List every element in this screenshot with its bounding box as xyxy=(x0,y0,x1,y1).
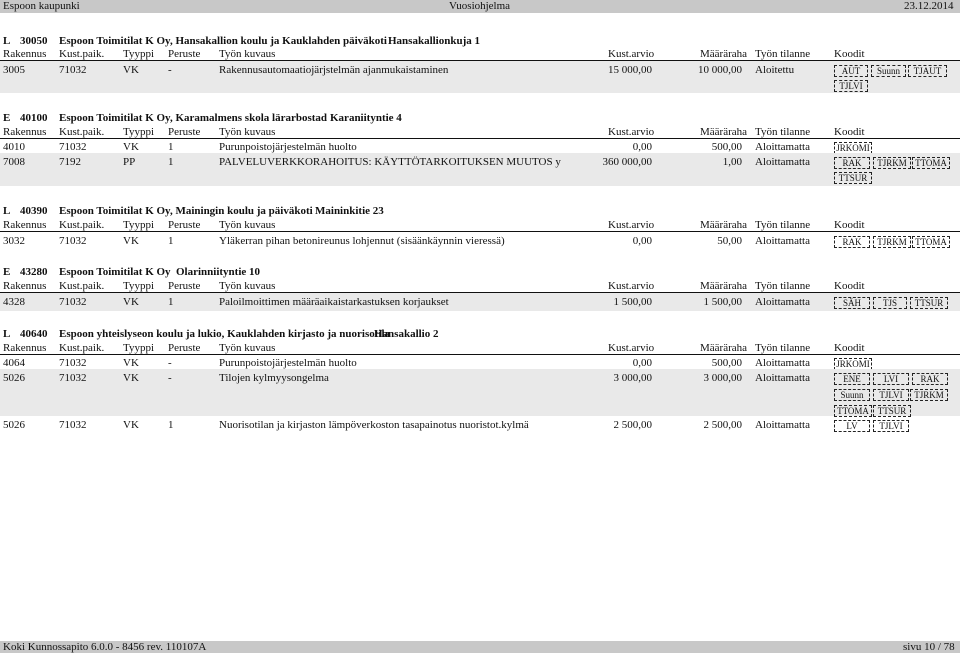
section-3-owner: Espoon Toimitilat K Oy xyxy=(59,266,171,278)
code-badge: TJLVI xyxy=(873,420,909,432)
row-maararaha: 1,00 xyxy=(722,156,742,168)
section-2-letter: L xyxy=(3,205,11,217)
section-4-address: Hansakallio 2 xyxy=(374,328,439,340)
code-badge: TJRKM xyxy=(873,157,911,169)
row-kustarvio: 1 500,00 xyxy=(613,296,652,308)
row-kustarvio: 3 000,00 xyxy=(613,372,652,384)
col-kuvaus: Työn kuvaus xyxy=(219,342,276,354)
row-kustarvio: 2 500,00 xyxy=(613,419,652,431)
row-kuvaus: Tilojen kylmyysongelma xyxy=(219,372,329,384)
row-peruste: 1 xyxy=(168,141,174,153)
section-4-letter: L xyxy=(3,328,11,340)
code-badge: JRKOMI xyxy=(834,142,872,154)
code-badge: AUT xyxy=(834,65,868,77)
row-peruste: - xyxy=(168,357,172,369)
section-0-letter: L xyxy=(3,35,11,47)
table-row xyxy=(0,293,960,311)
col-peruste: Peruste xyxy=(168,126,201,138)
code-badge: TTSUR xyxy=(834,172,872,184)
divider xyxy=(0,354,960,355)
col-tyyppi: Tyyppi xyxy=(123,342,155,354)
col-kustpaik: Kust.paik. xyxy=(59,126,105,138)
section-4-owner: Espoon yhteislyseon koulu ja lukio, Kauklahden kirjasto ja nuorisotila xyxy=(59,328,390,340)
col-kustarvio: Kust.arvio xyxy=(608,342,655,354)
software-version: Koki Kunnossapito 6.0.0 - 8456 rev. 110107A xyxy=(3,641,207,653)
col-koodit: Koodit xyxy=(834,48,865,60)
code-badge: TJRKM xyxy=(873,236,911,248)
row-tilanne: Aloittamatta xyxy=(755,141,810,153)
row-kustarvio: 0,00 xyxy=(632,235,652,247)
col-tyyppi: Tyyppi xyxy=(123,48,155,60)
section-0-owner: Espoon Toimitilat K Oy, Hansakallion koulu ja Kauklahden päiväkoti xyxy=(59,35,387,47)
code-badge: ENE xyxy=(834,373,870,385)
col-peruste: Peruste xyxy=(168,342,201,354)
row-tyyppi: VK xyxy=(123,296,139,308)
code-badge: Suunn xyxy=(834,389,870,401)
section-1-letter: E xyxy=(3,112,11,124)
row-maararaha: 50,00 xyxy=(717,235,742,247)
code-badge: TTOMA xyxy=(912,157,950,169)
col-kustpaik: Kust.paik. xyxy=(59,219,105,231)
row-rakennus: 4010 xyxy=(3,141,25,153)
col-tilanne: Työn tilanne xyxy=(755,280,811,292)
row-kustpaik: 71032 xyxy=(59,235,87,247)
section-1-address: Karaniityntie 4 xyxy=(330,112,402,124)
row-tilanne: Aloittamatta xyxy=(755,372,810,384)
row-maararaha: 500,00 xyxy=(711,141,742,153)
col-tilanne: Työn tilanne xyxy=(755,342,811,354)
code-badge: RAK xyxy=(834,236,870,248)
col-rakennus: Rakennus xyxy=(3,342,47,354)
row-rakennus: 4328 xyxy=(3,296,25,308)
row-kustarvio: 0,00 xyxy=(632,357,652,369)
col-kustarvio: Kust.arvio xyxy=(608,48,655,60)
col-rakennus: Rakennus xyxy=(3,48,47,60)
row-tilanne: Aloittamatta xyxy=(755,156,810,168)
col-kuvaus: Työn kuvaus xyxy=(219,48,276,60)
row-kustarvio: 0,00 xyxy=(632,141,652,153)
col-koodit: Koodit xyxy=(834,280,865,292)
row-rakennus: 5026 xyxy=(3,419,25,431)
col-tyyppi: Tyyppi xyxy=(123,280,155,292)
code-badge: LV xyxy=(834,420,870,432)
section-3-number: 43280 xyxy=(20,266,48,278)
row-kustpaik: 71032 xyxy=(59,296,87,308)
row-peruste: - xyxy=(168,64,172,76)
col-rakennus: Rakennus xyxy=(3,219,47,231)
section-1-number: 40100 xyxy=(20,112,48,124)
row-tyyppi: VK xyxy=(123,357,139,369)
section-3-letter: E xyxy=(3,266,11,278)
row-kustpaik: 71032 xyxy=(59,372,87,384)
row-maararaha: 1 500,00 xyxy=(703,296,742,308)
row-rakennus: 5026 xyxy=(3,372,25,384)
col-kustpaik: Kust.paik. xyxy=(59,342,105,354)
page-footer xyxy=(0,641,960,653)
row-tilanne: Aloittamatta xyxy=(755,296,810,308)
code-badge: TTOMA xyxy=(834,405,872,417)
col-koodit: Koodit xyxy=(834,342,865,354)
section-2-number: 40390 xyxy=(20,205,48,217)
row-kuvaus: Purunpoistojärjestelmän huolto xyxy=(219,357,357,369)
row-kuvaus: Rakennusautomaatiojärjstelmän ajanmukaistaminen xyxy=(219,64,449,76)
document-date: 23.12.2014 xyxy=(904,0,954,12)
page-header xyxy=(0,0,960,13)
row-tyyppi: VK xyxy=(123,141,139,153)
code-badge: TTSUR xyxy=(910,297,948,309)
row-maararaha: 500,00 xyxy=(711,357,742,369)
row-peruste: - xyxy=(168,372,172,384)
section-2-address: Maininkitie 23 xyxy=(315,205,384,217)
row-maararaha: 2 500,00 xyxy=(703,419,742,431)
table-row xyxy=(0,61,960,93)
col-maararaha: Määräraha xyxy=(700,280,748,292)
code-badge: RAK xyxy=(834,157,870,169)
document-title: Vuosiohjelma xyxy=(449,0,511,12)
col-tyyppi: Tyyppi xyxy=(123,126,155,138)
row-maararaha: 3 000,00 xyxy=(703,372,742,384)
table-row xyxy=(0,369,960,416)
row-peruste: 1 xyxy=(168,156,174,168)
code-badge: TJLVI xyxy=(834,80,868,92)
row-tyyppi: VK xyxy=(123,235,139,247)
col-kustpaik: Kust.paik. xyxy=(59,280,105,292)
col-tilanne: Työn tilanne xyxy=(755,219,811,231)
row-rakennus: 3005 xyxy=(3,64,25,76)
row-kustarvio: 15 000,00 xyxy=(608,64,652,76)
section-0-number: 30050 xyxy=(20,35,48,47)
row-kustarvio: 360 000,00 xyxy=(602,156,652,168)
col-rakennus: Rakennus xyxy=(3,280,47,292)
code-badge: Suunn xyxy=(871,65,906,77)
row-kustpaik: 71032 xyxy=(59,419,87,431)
col-kustarvio: Kust.arvio xyxy=(608,219,655,231)
row-kuvaus: PALVELUVERKKORAHOITUS: KÄYTTÖTARKOITUKSEN MUUTOS y xyxy=(219,156,561,168)
col-kustpaik: Kust.paik. xyxy=(59,48,105,60)
row-peruste: 1 xyxy=(168,296,174,308)
section-0-address: Hansakallionkuja 1 xyxy=(388,35,481,47)
col-peruste: Peruste xyxy=(168,280,201,292)
col-rakennus: Rakennus xyxy=(3,126,47,138)
section-3-address: Olarinniityntie 10 xyxy=(176,266,261,278)
divider xyxy=(0,138,960,139)
col-kustarvio: Kust.arvio xyxy=(608,280,655,292)
row-rakennus: 3032 xyxy=(3,235,25,247)
divider xyxy=(0,231,960,232)
col-kustarvio: Kust.arvio xyxy=(608,126,655,138)
col-kuvaus: Työn kuvaus xyxy=(219,280,276,292)
col-maararaha: Määräraha xyxy=(700,48,748,60)
section-2-owner: Espoon Toimitilat K Oy, Mainingin koulu ja päiväkoti xyxy=(59,205,313,217)
row-kustpaik: 7192 xyxy=(59,156,81,168)
row-tyyppi: VK xyxy=(123,372,139,384)
row-kustpaik: 71032 xyxy=(59,64,87,76)
code-badge: SÄH xyxy=(834,297,870,309)
row-kuvaus: Paloilmoittimen määräaikaistarkastuksen korjaukset xyxy=(219,296,449,308)
row-tilanne: Aloittamatta xyxy=(755,357,810,369)
row-maararaha: 10 000,00 xyxy=(698,64,742,76)
col-peruste: Peruste xyxy=(168,219,201,231)
row-tyyppi: VK xyxy=(123,419,139,431)
row-tilanne: Aloittamatta xyxy=(755,419,810,431)
col-tilanne: Työn tilanne xyxy=(755,126,811,138)
code-badge: RAK xyxy=(912,373,948,385)
col-maararaha: Määräraha xyxy=(700,219,748,231)
col-koodit: Koodit xyxy=(834,126,865,138)
code-badge: TTSUR xyxy=(873,405,911,417)
col-koodit: Koodit xyxy=(834,219,865,231)
col-peruste: Peruste xyxy=(168,48,201,60)
code-badge: TJLVI xyxy=(873,389,909,401)
row-rakennus: 7008 xyxy=(3,156,25,168)
row-rakennus: 4064 xyxy=(3,357,25,369)
row-kustpaik: 71032 xyxy=(59,141,87,153)
code-badge: TJRKM xyxy=(910,389,948,401)
code-badge: LVI xyxy=(873,373,909,385)
col-kuvaus: Työn kuvaus xyxy=(219,219,276,231)
col-tyyppi: Tyyppi xyxy=(123,219,155,231)
code-badge: TJS xyxy=(873,297,907,309)
section-1-owner: Espoon Toimitilat K Oy, Karamalmens skola lärarbostad xyxy=(59,112,328,124)
col-maararaha: Määräraha xyxy=(700,342,748,354)
col-tilanne: Työn tilanne xyxy=(755,48,811,60)
row-kuvaus: Purunpoistojärjestelmän huolto xyxy=(219,141,357,153)
row-peruste: 1 xyxy=(168,235,174,247)
row-tilanne: Aloittamatta xyxy=(755,235,810,247)
row-peruste: 1 xyxy=(168,419,174,431)
row-kustpaik: 71032 xyxy=(59,357,87,369)
row-tilanne: Aloitettu xyxy=(755,64,795,76)
col-kuvaus: Työn kuvaus xyxy=(219,126,276,138)
row-tyyppi: PP xyxy=(123,156,136,168)
code-badge: JRKOMI xyxy=(834,358,872,370)
page-number: sivu 10 / 78 xyxy=(903,641,955,653)
code-badge: TJAUT xyxy=(908,65,947,77)
org-name: Espoon kaupunki xyxy=(3,0,80,12)
row-kuvaus: Nuorisotilan ja kirjaston lämpöverkoston tasapainotus nuoristot.kylmä xyxy=(219,419,529,431)
row-tyyppi: VK xyxy=(123,64,139,76)
col-maararaha: Määräraha xyxy=(700,126,748,138)
code-badge: TTOMA xyxy=(912,236,950,248)
section-4-number: 40640 xyxy=(20,328,48,340)
row-kuvaus: Yläkerran pihan betonireunus lohjennut (sisäänkäynnin vieressä) xyxy=(219,235,505,247)
